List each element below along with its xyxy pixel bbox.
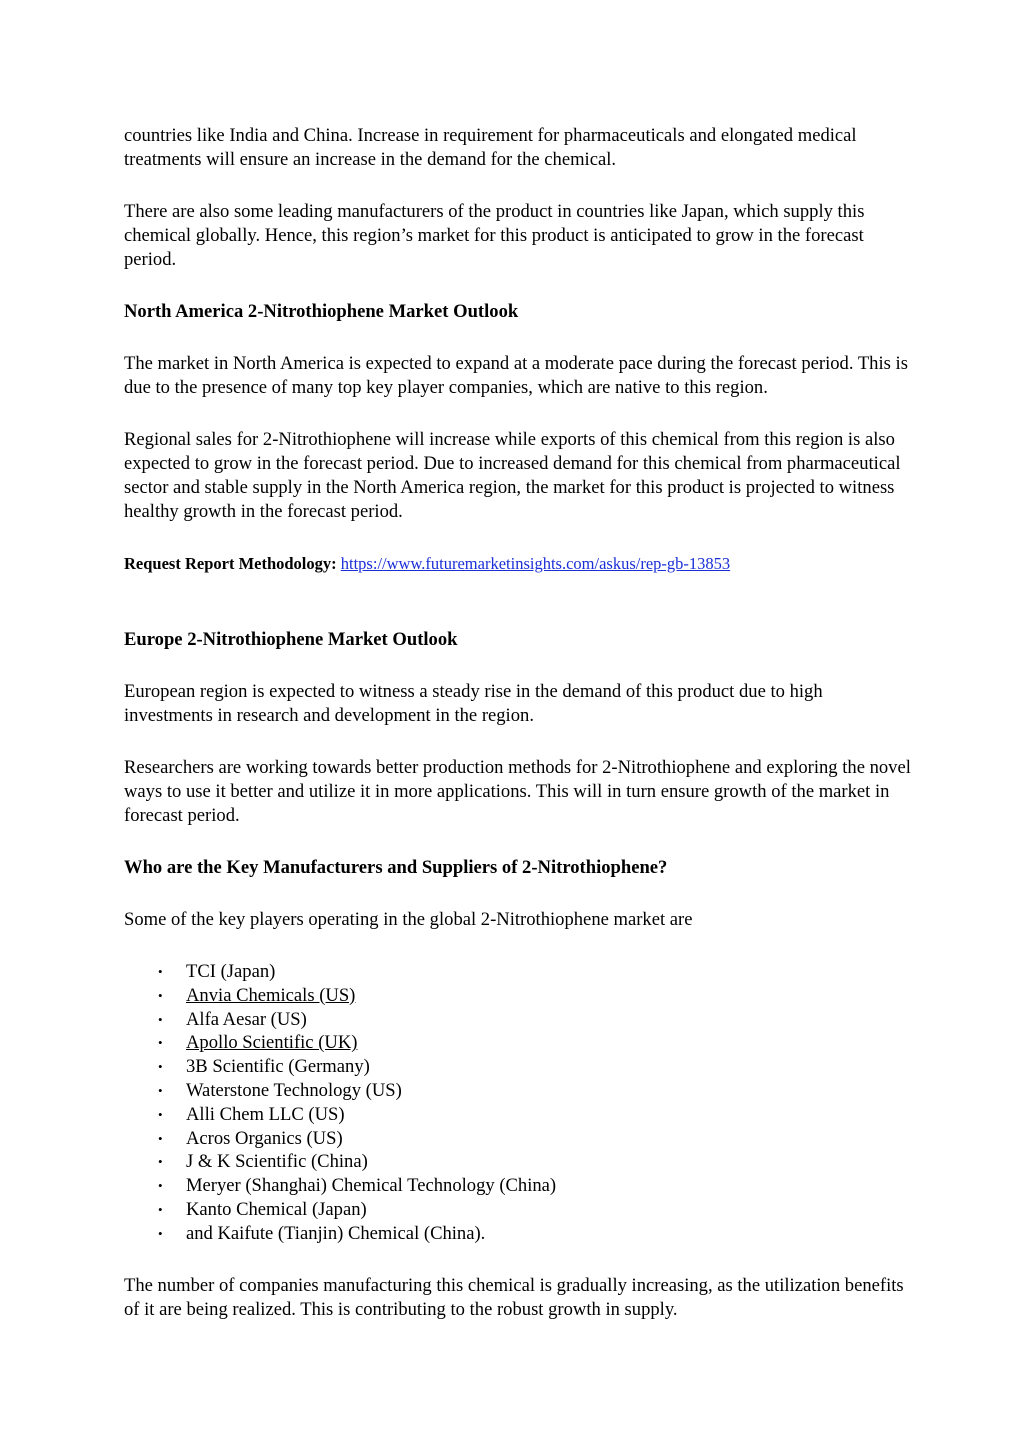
- paragraph-japan-manufacturers: There are also some leading manufacturers of the product in countries like Japan, which supply this chemical globally. Hence, this region’s market for this product is anticipated to grow in the forecast period.: [124, 201, 865, 270]
- bullet-icon: •: [158, 1035, 163, 1051]
- paragraph-north-america-sales: Regional sales for 2-Nitrothiophene will increase while exports of this chemical from this region is also expected to grow in the forecast period. Due to increased demand for this chemical from pharmaceutical sector and stable supply in the North America region, the market for this product is projected to witness healthy growth in the forecast period.: [124, 429, 901, 522]
- bullet-icon: •: [158, 1130, 163, 1146]
- paragraph-asia-demand: countries like India and China. Increase in requirement for pharmaceuticals and elongated medical treatments will ensure an increase in the demand for the chemical.: [124, 125, 857, 170]
- bullet-icon: •: [158, 964, 163, 979]
- list-item: • Alli Chem LLC (US): [158, 1103, 345, 1125]
- list-item: • Alfa Aesar (US): [158, 1008, 307, 1030]
- paragraph-companies-increasing: The number of companies manufacturing this chemical is gradually increasing, as the utilization benefits of it are being realized. This is contributing to the robust growth in supply.: [124, 1274, 904, 1320]
- list-item: • Waterstone Technology (US): [158, 1079, 402, 1101]
- document-body: [124, 124, 914, 1322]
- paragraph-europe-research: Researchers are working towards better production methods for 2-Nitrothiophene and exploring the novel ways to use it better and utilize it in more applications. This will in turn ensure growth of the market in forecast period.: [124, 757, 911, 826]
- heading-key-manufacturers: Who are the Key Manufacturers and Suppliers of 2-Nitrothiophene?: [124, 857, 668, 878]
- request-methodology-line: [124, 552, 914, 576]
- list-item: • J & K Scientific (China): [158, 1151, 368, 1173]
- list-item: • 3B Scientific (Germany): [158, 1056, 370, 1078]
- bullet-icon: •: [158, 1082, 163, 1098]
- list-item: • and Kaifute (Tianjin) Chemical (China).: [158, 1222, 486, 1244]
- bullet-icon: •: [158, 1225, 163, 1241]
- bullet-icon: •: [158, 987, 163, 1003]
- key-players-list: [124, 960, 914, 1246]
- heading-europe-outlook: Europe 2-Nitrothiophene Market Outlook: [124, 629, 458, 650]
- paragraph-europe-demand: European region is expected to witness a steady rise in the demand of this product due to high investments in research and development in the region.: [124, 681, 823, 726]
- bullet-icon: •: [158, 1059, 163, 1075]
- bullet-icon: •: [158, 1011, 163, 1027]
- list-item: [124, 984, 914, 1008]
- paragraph-north-america-expansion: The market in North America is expected to expand at a moderate pace during the forecast period. This is due to the presence of many top key player companies, which are native to this region.: [124, 353, 908, 398]
- heading-north-america-outlook: North America 2-Nitrothiophene Market Outlook: [124, 301, 519, 322]
- request-methodology-label: Request Report Methodology:: [124, 554, 337, 573]
- list-item: • Meryer (Shanghai) Chemical Technology (China): [158, 1175, 557, 1197]
- bullet-icon: •: [158, 1178, 163, 1194]
- paragraph-key-players-intro: Some of the key players operating in the global 2-Nitrothiophene market are: [124, 909, 693, 930]
- bullet-icon: •: [158, 1201, 163, 1217]
- request-methodology-link[interactable]: https://www.futuremarketinsights.com/askus/rep-gb-13853: [340, 554, 731, 573]
- list-item: • Kanto Chemical (Japan): [158, 1198, 367, 1220]
- apollo-scientific-link[interactable]: Apollo Scientific (UK): [186, 1032, 358, 1054]
- anvia-chemicals-link[interactable]: Anvia Chemicals (US): [186, 984, 356, 1006]
- bullet-icon: •: [158, 1106, 163, 1122]
- bullet-icon: •: [158, 1154, 163, 1170]
- list-item: • TCI (Japan): [158, 961, 276, 982]
- list-item: • Acros Organics (US): [158, 1127, 343, 1149]
- list-item: [124, 1031, 914, 1055]
